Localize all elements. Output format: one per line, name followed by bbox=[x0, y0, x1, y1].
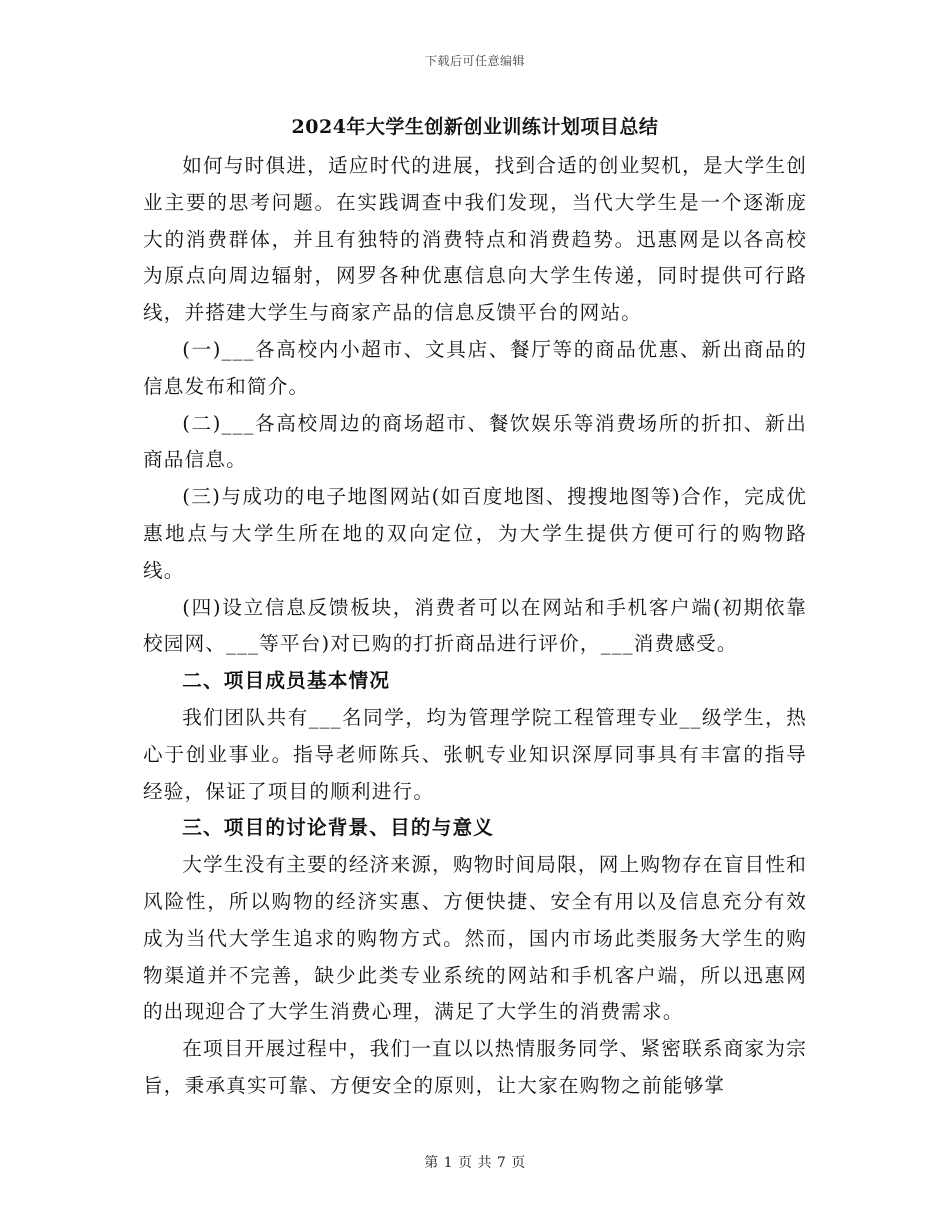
intro-paragraph: 如何与时俱进，适应时代的进展，找到合适的创业契机，是大学生创业主要的思考问题。在实践调查中我们发现，当代大学生是一个逐渐庞大的消费群体，并且有独特的消费特点和消费趋势。迅惠网是以各高校为原点向周边辐射，网罗各种优惠信息向大学生传递，同时提供可行路线，并搭建大学生与商家产品的信息反馈平台的网站。 bbox=[143, 154, 807, 325]
members-paragraph: 我们团队共有___名同学，均为管理学院工程管理专业__级学生，热心于创业事业。指导老师陈兵、张帆专业知识深厚同事具有丰富的指导经验，保证了项目的顺利进行。 bbox=[143, 705, 807, 803]
document-body bbox=[143, 108, 807, 1105]
process-paragraph: 在项目开展过程中，我们一直以以热情服务同学、紧密联系商家为宗旨，秉承真实可靠、方便安全的原则，让大家在购物之前能够掌 bbox=[143, 1037, 807, 1097]
section-heading-members: 二、项目成员基本情况 bbox=[182, 669, 391, 693]
document-title: 2024年大学生创新创业训练计划项目总结 bbox=[291, 116, 659, 138]
page-number: 第 1 页 共 7 页 bbox=[424, 1155, 526, 1171]
section-heading-background: 三、项目的讨论背景、目的与意义 bbox=[182, 816, 495, 840]
background-paragraph: 大学生没有主要的经济来源，购物时间局限，网上购物存在盲目性和风险性，所以购物的经济实惠、方便快捷、安全有用以及信息充分有效成为当代大学生追求的购物方式。然而，国内市场此类服务大学生的购物渠道并不完善，缺少此类专业系统的网站和手机客户端，所以迅惠网的出现迎合了大学生消费心理，满足了大学生的消费需求。 bbox=[143, 853, 807, 1024]
header-note: 下载后可任意编辑 bbox=[424, 54, 525, 68]
list-item: (二)___各高校周边的商场超市、餐饮娱乐等消费场所的折扣、新出商品信息。 bbox=[143, 411, 807, 472]
list-item: (一)___各高校内小超市、文具店、餐厅等的商品优惠、新出商品的信息发布和简介。 bbox=[143, 337, 807, 398]
list-item: (四)设立信息反馈板块，消费者可以在网站和手机客户端(初期依靠校园网、___等平台)对已购的打折商品进行评价，___消费感受。 bbox=[143, 595, 807, 656]
list-item: (三)与成功的电子地图网站(如百度地图、搜搜地图等)合作，完成优惠地点与大学生所在地的双向定位，为大学生提供方便可行的购物路线。 bbox=[143, 485, 807, 582]
